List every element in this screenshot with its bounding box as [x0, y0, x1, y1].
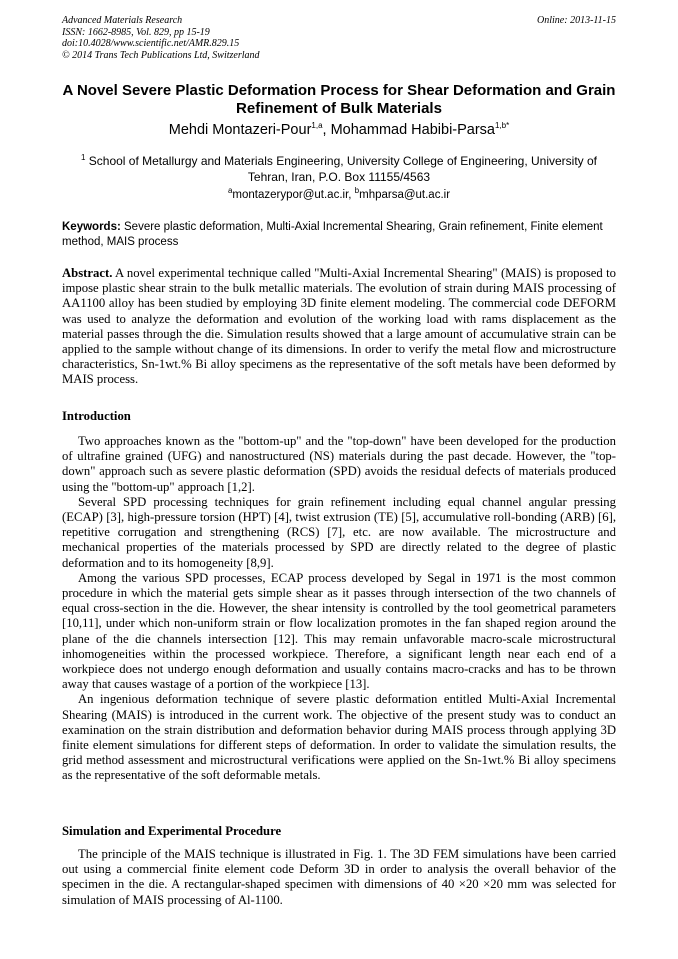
affiliation-superscript: 1 [80, 153, 86, 162]
journal-header [62, 15, 260, 61]
copyright: © 2014 Trans Tech Publications Ltd, Switzerland [62, 49, 260, 61]
email-superscript: b [354, 186, 360, 195]
paragraph: Among the various SPD processes, ECAP process developed by Segal in 1971 is the most common procedure in which the material gets simple shear as it passes through intersection of the two channels of equal cross-section in the die. However, the shear intensity is controlled by the tool geometrical parameters [10,11], under which non-uniform strain or flow localization promotes in the fan shaped region around the plane of the die channels intersection [12]. This may remain unfavorable macro-scale microstructural inhomogeneities within the processed workpiece. Therefore, a significant length near each end of a workpiece does not undergo enough deformation and usually contains macro-cracks and has to be thrown away that causes wastage of a portion of the workpiece [13]. [62, 570, 616, 692]
abstract [62, 266, 616, 388]
email-superscript: a [227, 186, 233, 195]
doi: doi:10.4028/www.scientific.net/AMR.829.15 [62, 38, 240, 49]
abstract-label: Abstract. [62, 266, 113, 280]
author-separator: , [322, 121, 331, 138]
paragraph: An ingenious deformation technique of severe plastic deformation entitled Multi-Axial Incremental Shearing (MAIS) is introduced in the current work. The objective of the present study was to conduct an examination on the strain distribution and deformation behavior during MAIS process through applying 3D finite element simulations for different steps of deformation. In order to validate the simulation results, the grid method assessment and microstructural verifications were applied on the Sn-1wt.% Bi alloy specimens as the representative of the soft deformable metals. [62, 692, 616, 783]
affiliation [62, 150, 616, 185]
simulation-body [62, 847, 616, 908]
keywords [62, 220, 616, 250]
author-name: Mohammad Habibi-Parsa [330, 121, 495, 138]
author-name: Mehdi Montazeri-Pour [168, 121, 312, 138]
abstract-text: A novel experimental technique called "Multi-Axial Incremental Shearing" (MAIS) is proposed to impose plastic shear strain to the bulk metallic materials. The evolution of strain during MAIS processing of AA1100 alloy has been studied by employing 3D finite element modeling. The commercial code DEFORM was used to analyze the deformation and evolution of the working load with rams displacement as the material passes through the die. Simulation results showed that a large amount of accumulative strain can be applied to the sample without change of its dimensions. In order to verify the metal flow and microstructure characteristics, Sn-1wt.% Bi alloy specimens as the representative of the soft metals have been deformed by MAIS process. [62, 266, 616, 387]
author-superscript: 1,b* [495, 121, 510, 130]
section-heading-simulation: Simulation and Experimental Procedure [62, 824, 282, 838]
journal-name: Advanced Materials Research [62, 15, 183, 26]
keywords-text: Severe plastic deformation, Multi-Axial Incremental Shearing, Grain refinement, Finite element method, MAIS process [62, 221, 603, 248]
author-list [40, 121, 638, 138]
author-emails [40, 186, 638, 201]
paragraph: The principle of the MAIS technique is illustrated in Fig. 1. The 3D FEM simulations have been carried out using a commercial finite element code Deform 3D in order to analysis the overall behavior of the specimen in the die. A rectangular-shaped specimen with dimensions of 40 ×20 ×20 mm was selected for simulation of MAIS processing of Al-1100. [62, 847, 616, 907]
paragraph: Two approaches known as the "bottom-up" and the "top-down" have been developed for the production of ultrafine grained (UFG) and nanostructured (NS) materials during the past decade. However, the "top-down" approach such as severe plastic deformation (SPD) avoids the residual defects of materials produced using the "bottom-up" approach [1,2]. [62, 434, 616, 494]
author-superscript: 1,a [311, 121, 323, 130]
online-date: Online: 2013-11-15 [537, 15, 616, 26]
keywords-label: Keywords: [62, 221, 121, 233]
introduction-body [62, 434, 616, 784]
email-link[interactable]: mhparsa@ut.ac.ir [359, 188, 451, 201]
paragraph: Several SPD processing techniques for grain refinement including equal channel angular pressing (ECAP) [3], high-pressure torsion (HPT) [4], twist extrusion (TE) [5], accumulative roll-bonding (ARB) [6], repetitive corrugation and strengthening (RCS) [7], etc. are now available. The microstructure and mechanical properties of the materials processed by SPD are directly related to the degree of plastic deformation and to its homogeneity [8,9]. [62, 494, 616, 570]
affiliation-text: School of Metallurgy and Materials Engineering, University College of Engineering, University of Tehran, Iran, P.O. Box 11155/4563 [88, 154, 598, 184]
issn: ISSN: 1662-8985, Vol. 829, pp 15-19 [62, 26, 210, 38]
email-link[interactable]: montazerypor@ut.ac.ir, [232, 188, 355, 201]
section-heading-introduction: Introduction [62, 409, 131, 423]
paper-title: A Novel Severe Plastic Deformation Process for Shear Deformation and Grain Refinement of Bulk Materials [62, 82, 616, 117]
